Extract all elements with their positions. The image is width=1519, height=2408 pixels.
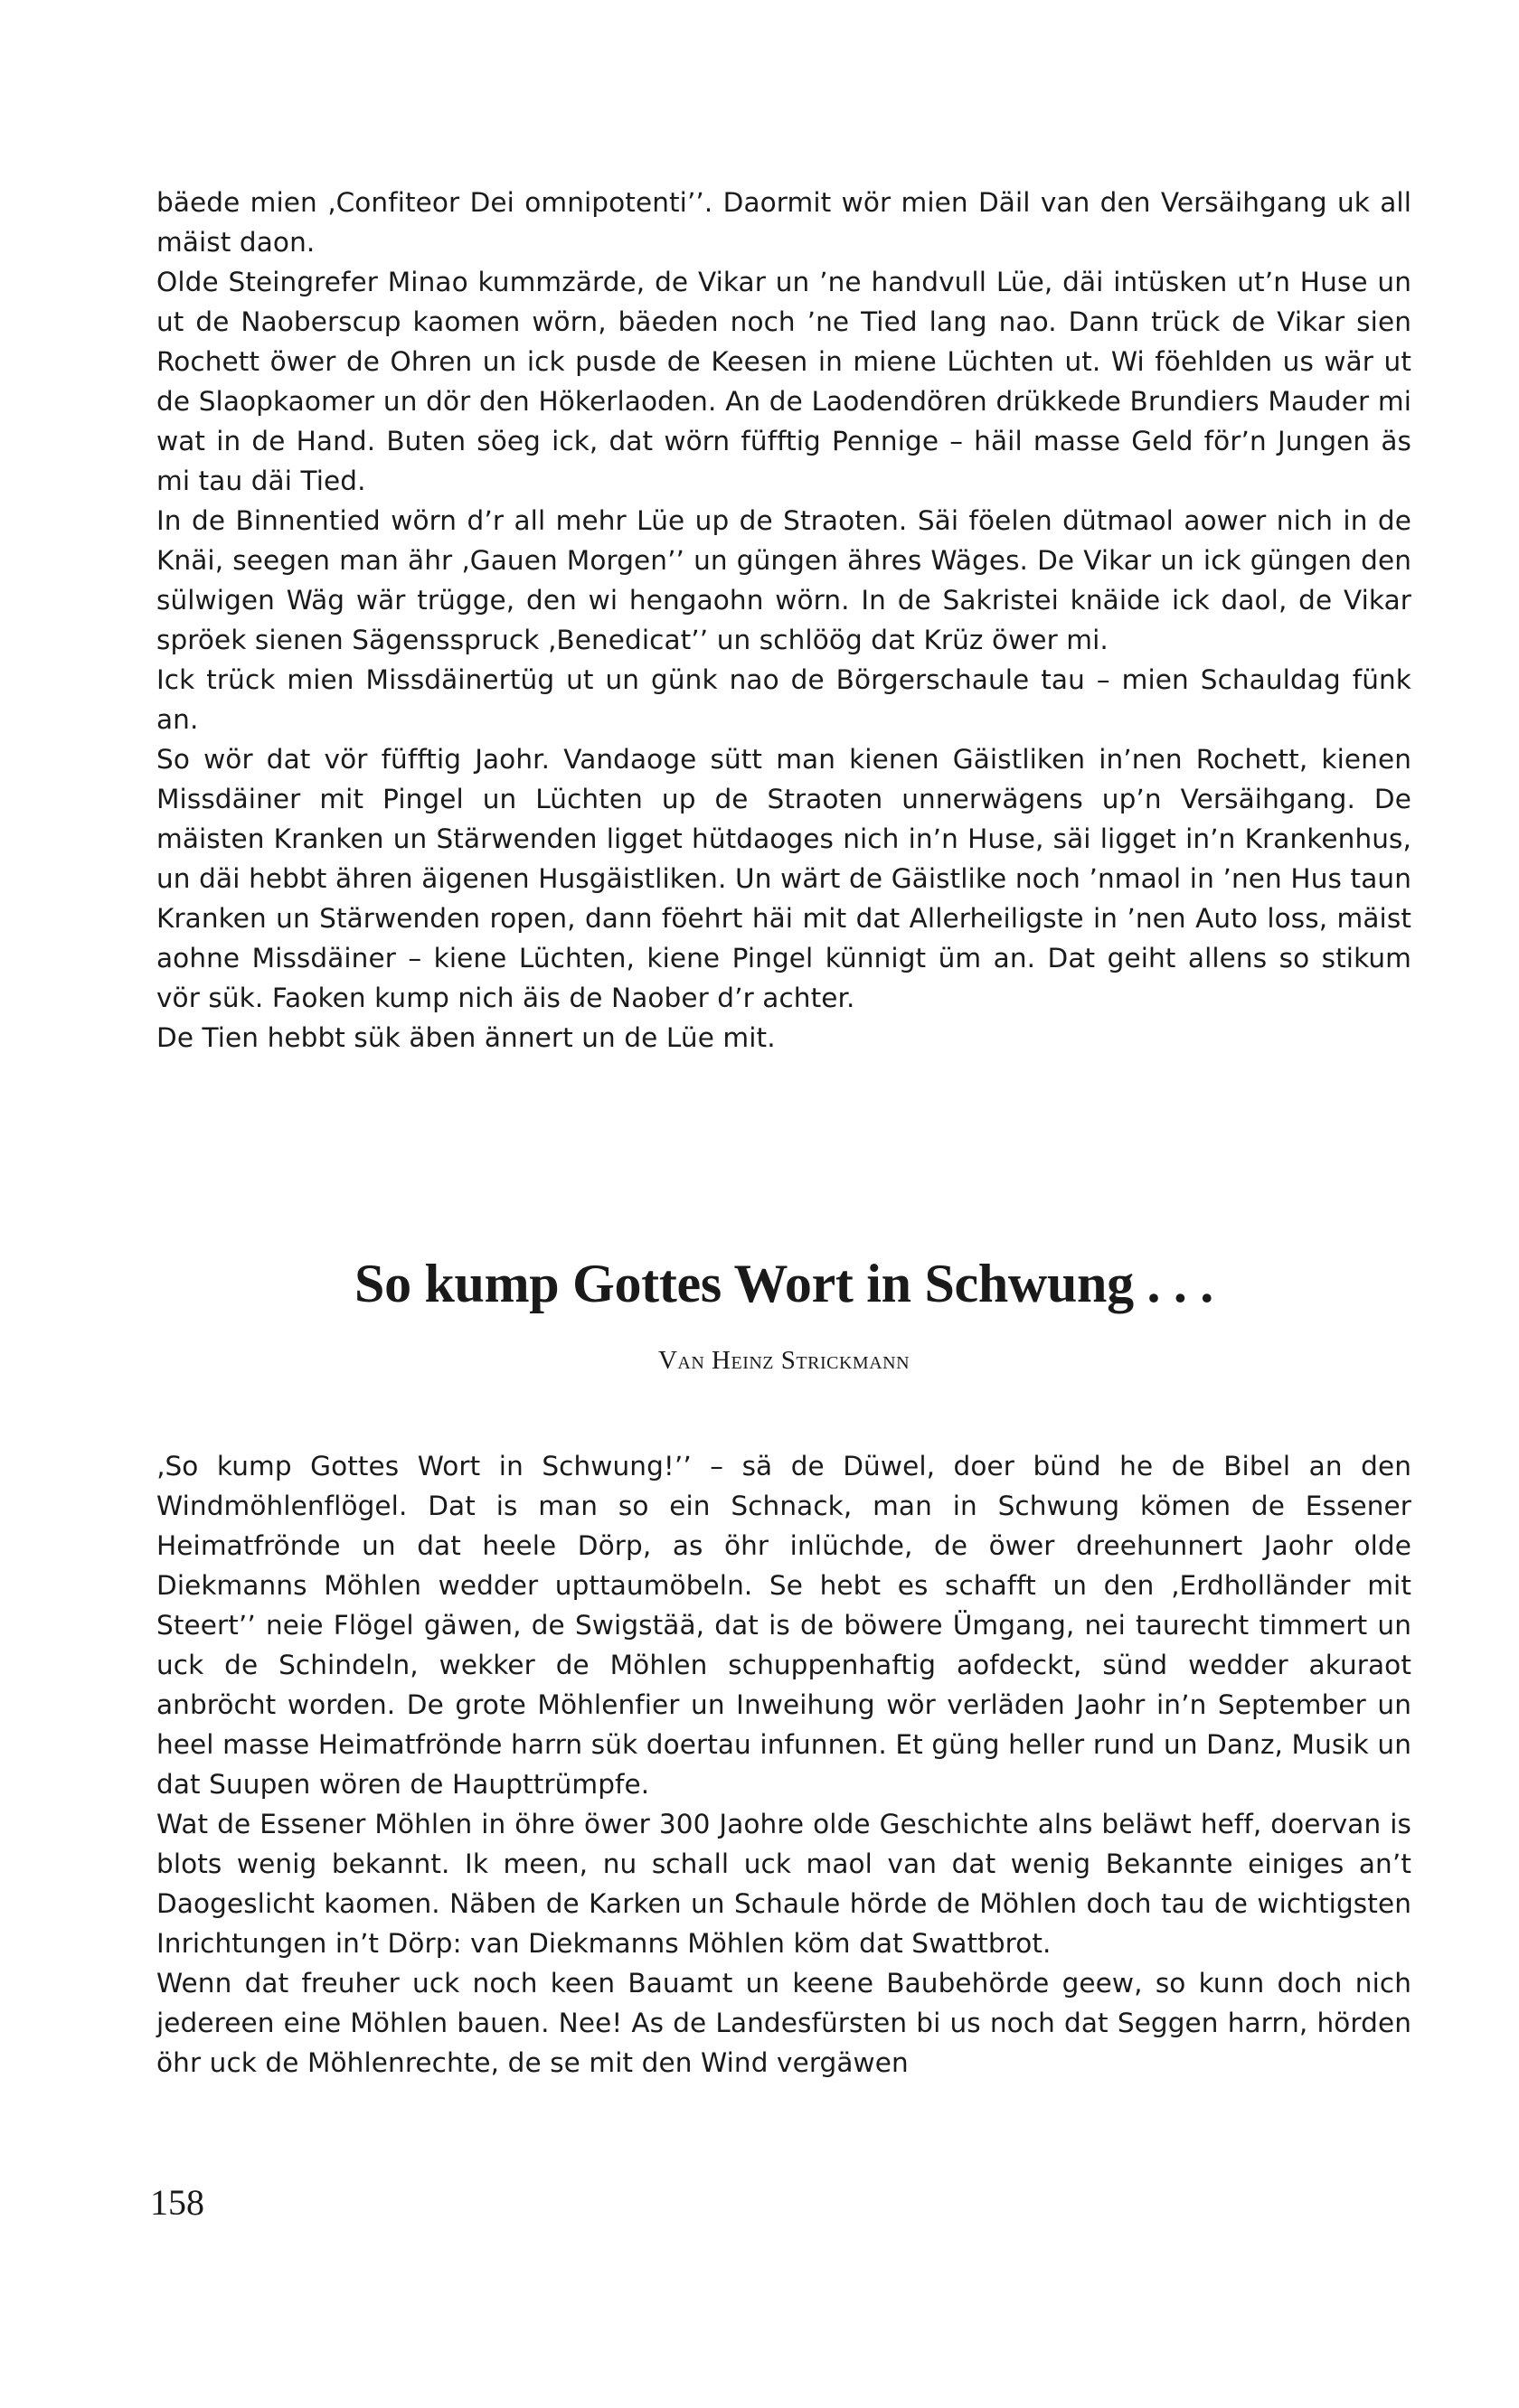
- paragraph: Wenn dat freuher uck noch keen Bauamt un keene Baubehörde geew, so kunn doch nich jedereen eine Möhlen bauen. Nee! As de Landesfürsten bi us noch dat Seggen harrn, hörden öhr uck de Möhlenrechte, de se mit den Wind vergäwen: [156, 1968, 1411, 2078]
- paragraph: Wat de Essener Möhlen in öhre öwer 300 Jaohre olde Geschichte alns beläwt heff, doervan is blots wenig bekannt. Ik meen, nu schall uck maol van dat wenig Bekannte einiges an’t Daogeslicht kaomen. Näben de Karken un Schaule hörde de Möhlen doch tau de wichtigsten Inrichtungen in’t Dörp: van Diekmanns Möhlen köm dat Swattbrot.: [156, 1809, 1411, 1959]
- article-body: [156, 1446, 1411, 2083]
- paragraph: De Tien hebbt sük äben ännert un de Lüe mit.: [156, 1022, 776, 1053]
- paragraph: ‚So kump Gottes Wort in Schwung!’’ – sä de Düwel, doer bünd he de Bibel an den Windmöhlenflögel. Dat is man so ein Schnack, man in Schwung kömen de Essener Heimatfrönde un dat heele Dörp, as öhr inlüchde, de öwer dreehunnert Jaohr olde Diekmanns Möhlen wedder upttaumöbeln. Se hebt es schafft un den ‚Erdholländer mit Steert’’ neie Flögel gäwen, de Swigstää, dat is de böwere Ümgang, nei taurecht timmert un uck de Schindeln, wekker de Möhlen schuppenhaftig aofdeckt, sünd wedder akuraot anbröcht worden. De grote Möhlenfier un Inweihung wör verläden Jaohr in’n September un heel masse Heimatfrönde harrn sük doertau infunnen. Et güng heller rund un Danz, Musik un dat Suupen wören de Haupttrümpfe.: [156, 1451, 1411, 1800]
- page-number: 158: [150, 2182, 204, 2223]
- paragraph: In de Binnentied wörn d’r all mehr Lüe up de Straoten. Säi föelen dütmaol aower nich in de Knäi, seegen man ähr ‚Gauen Morgen’’ un güngen ähres Wäges. De Vikar un ick güngen den sülwigen Wäg wär trügge, den wi hengaohn wörn. In de Sakristei knäide ick daol, de Vikar spröek sienen Sägensspruck ‚Benedicat’’ un schlöög dat Krüz öwer mi.: [156, 505, 1411, 655]
- paragraph: Ick trück mien Missdäinertüg ut un günk nao de Börgerschaule tau – mien Schauldag fünk an.: [156, 664, 1411, 735]
- article-title: So kump Gottes Wort in Schwung . . .: [354, 1254, 1213, 1313]
- paragraph: So wör dat vör füfftig Jaohr. Vandaoge sütt man kienen Gäistliken in’nen Rochett, kienen Missdäiner mit Pingel un Lüchten up de Straoten unnerwägens up’n Versäihgang. De mäisten Kranken un Stärwenden ligget hütdaoges nich in’n Huse, säi ligget in’n Krankenhus, un däi hebbt ähren äigenen Husgäistliken. Un wärt de Gäistlike noch ’nmaol in ’nen Hus taun Kranken un Stärwenden ropen, dann föehrt häi mit dat Allerheiligste in ’nen Auto loss, mäist aohne Missdäiner – kiene Lüchten, kiene Pingel künnigt üm an. Dat geiht allens so stikum vör sük. Faoken kump nich äis de Naober d’r achter.: [156, 744, 1411, 1013]
- paragraph: Olde Steingrefer Minao kummzärde, de Vikar un ’ne handvull Lüe, däi intüsken ut’n Huse un ut de Naoberscup kaomen wörn, bäeden noch ’ne Tied lang nao. Dann trück de Vikar sien Rochett öwer de Ohren un ick pusde de Keesen in miene Lüchten ut. Wi föehlden us wär ut de Slaopkaomer un dör den Hökerlaoden. An de Laodendören drükkede Brundiers Mauder mi wat in de Hand. Buten söeg ick, dat wörn füfftig Pennige – häil masse Geld för’n Jungen äs mi tau däi Tied.: [156, 267, 1411, 496]
- previous-article-text: [156, 183, 1411, 1058]
- paragraph: bäede mien ‚Confiteor Dei omnipotenti’’. Daormit wör mien Däil van den Versäihgang uk all mäist daon.: [156, 187, 1411, 258]
- article-byline: Van Heinz Strickmann: [657, 1346, 910, 1375]
